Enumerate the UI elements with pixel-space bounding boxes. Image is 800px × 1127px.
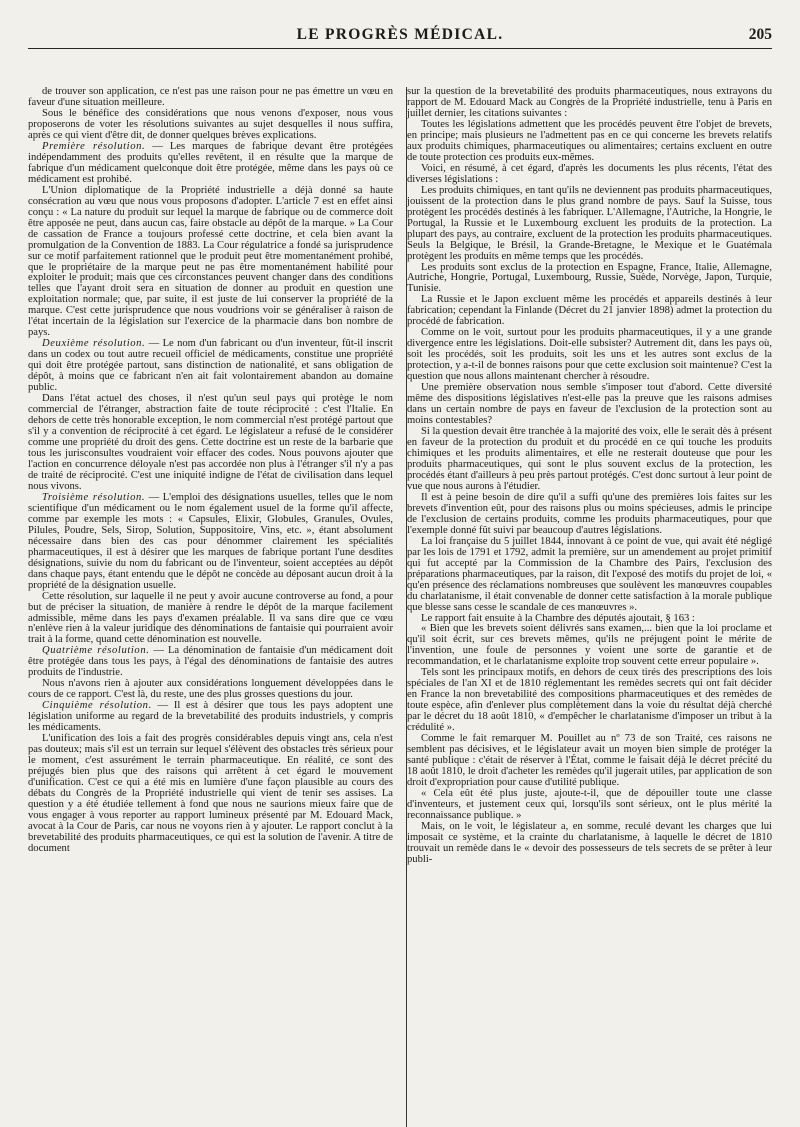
paragraph <box>407 120 772 164</box>
paragraph-text: « Bien que les brevets soient délivrés sans examen,... bien que la loi proclame et qu'il soit écrit, sur ces brevets mêmes, qu'ils ne préjugent point le mérite de l'invention, une foule de personnes y voient une sorte de garantie et de recommandation, et le charlatanisme exploite trop souvent cette erreur populaire ». <box>407 623 772 668</box>
paragraph-text: Les produits sont exclus de la protection en Espagne, France, Italie, Allemagne, Autriche, Hongrie, Portugal, Luxembourg, Russie, Suède, Norvège, Japon, Turquie, Tunisie. <box>407 261 772 295</box>
paragraph-text: Sous le bénéfice des considérations que nous venons d'exposer, nous vous proposerons de voter les résolutions suivantes au sujet desquelles il nous suffira, après ce qui vient d'être dit, de donner quelques brèves explications. <box>28 107 393 141</box>
resolution-label: Cinquième résolution. <box>42 700 152 712</box>
paragraph-text: — Les marques de fabrique devant être protégées indépendamment des produits qu'elles revêtent, il en résulte que la marque de fabrique d'un médicament quelconque doit être protégée, même dans les pays où ce médicament est prohibé. <box>28 140 393 185</box>
paragraph-text: La Russie et le Japon excluent même les procédés et appareils destinés à leur fabrication; cependant la Finlande (Décret du 21 janvier 1898) admet la protection du procédé de fabrication. <box>407 294 772 328</box>
paragraph-text: Si la question devait être tranchée à la majorité des voix, elle le serait dès à présent en faveur de la protection du produit et du procédé en ce qui touche les produits chimiques et les produits alimentaires, et elle ne resterait douteuse que pour les produits pharmaceutiques, qui sont le plus souvent exclus de la protection, les procédés étant d'ailleurs à peu près partout protégés. C'est donc surtout à leur point de vue que nous aurons à l'étudier. <box>407 426 772 492</box>
paragraph-text: Comme on le voit, surtout pour les produits pharmaceutiques, il y a une grande divergence entre les législations. Doit-elle subsister? Autrement dit, dans les pays où, soit les procédés, soit les produits, soit les uns et les autres sont exclus de la protection, y a-t-il de bonnes raisons pour que cette exclusion soit maintenue? C'est la question que nous allons maintenant chercher à résoudre. <box>407 327 772 383</box>
paragraph <box>28 679 393 701</box>
paragraph-text: « Cela eût été plus juste, ajoute-t-il, que de dépouiller toute une classe d'inventeurs, et justement ceux qui, lorsqu'ils sont sérieux, ont le plus mérité la reconnaissance publique. » <box>407 788 772 821</box>
column-divider <box>406 87 407 1127</box>
resolution-label: Deuxième résolution. <box>42 338 146 350</box>
paragraph <box>407 328 772 383</box>
paragraph <box>28 186 393 340</box>
paragraph <box>407 822 772 866</box>
paragraph-text: Mais, on le voit, le législateur a, en somme, reculé devant les charges que lui imposait ce système, et la crainte du charlatanisme, à laquelle le décret de 1810 trouvait un remède dans le « devoir des possesseurs de tels secrets de se prêter à leur publi- <box>407 820 772 865</box>
paragraph-text: de trouver son application, ce n'est pas une raison pour ne pas émettre un vœu en faveur d'une situation meilleure. <box>28 86 393 108</box>
paragraph <box>407 734 772 789</box>
paragraph <box>28 646 393 679</box>
paragraph <box>407 383 772 427</box>
paragraph-text: L'Union diplomatique de la Propriété industrielle a déjà donné sa haute consécration au vœu que nous vous proposons d'adopter. L'article 7 est en effet ainsi conçu : « La nature du produit sur lequel la marque de fabrique ou de commerce doit être apposée ne peut, dans aucun cas, faire obstacle au dépôt de la marque. » La Cour de cassation de France a toujours professé cette doctrine, et cela bien avant la promulgation de la Convention de 1883. La Cour régulatrice a fondé sa jurisprudence sur ce motif parfaitement rationnel que le produit peut être momentanément prohibé, que le propriétaire de la marque peut ne pas être momentanément habilité pour exploiter le produit; mais que ces circonstances peuvent changer dans des conditions telles que l'ayant droit sera en situation de donner au produit en question une exploitation normale; que, par suite, il est juste de lui conserver la propriété de la marque. C'est cette jurisprudence que nous voudrions voir se généraliser à raison de l'état incertain de la législation sur l'exercice de la pharmacie dans bon nombre de pays. <box>28 184 393 339</box>
paragraph-text: La loi française du 5 juillet 1844, innovant à ce point de vue, qui avait été négligé par les lois de 1791 et 1792, admit la première, sur un amendement au projet primitif qui fut accepté par la Commission de la Chambre des Pairs, l'exclusion des préparations pharmaceutiques, par la raison, dit l'exposé des motifs du projet de loi, « qu'en présence des réclamations nombreuses que soulèvent les manœuvres coupables du charlatanisme, il était convenable de donner cette satisfaction à la morale publique que blesse sans cesse le scandale de ces manœuvres ». <box>407 535 772 613</box>
paragraph-text: Voici, en résumé, à cet égard, d'après les documents les plus récents, l'état des diverses législations : <box>407 162 772 185</box>
paragraph <box>407 668 772 734</box>
paragraph <box>407 624 772 668</box>
paragraph <box>407 87 772 120</box>
paragraph <box>28 109 393 142</box>
paragraph <box>407 263 772 296</box>
journal-title: LE PROGRÈS MÉDICAL. <box>296 26 504 43</box>
paragraph-text: — Le nom d'un fabricant ou d'un inventeur, fût-il inscrit dans un codex ou tout autre recueil officiel de médicaments, constitue une propriété qui doit être protégée partout, sans distinction de nationalité, et sans obligation de dépôt, à moins que ce fabricant n'en ait fait volontairement abandon au domaine public. <box>28 338 393 394</box>
paragraph <box>28 142 393 186</box>
paragraph <box>407 164 772 186</box>
paragraph-text: Cette résolution, sur laquelle il ne peut y avoir aucune controverse au fond, a pour but de préciser la situation, de manière à rendre le dépôt de la marque facilement admissible, même dans les pays d'examen préalable. Il va sans dire que ce vœu n'enlève rien à la valeur juridique des dénominations de fantaisie qui pourraient avoir trait à la forme, quand cette dénomination est nouvelle. <box>28 590 393 646</box>
paragraph <box>28 339 393 394</box>
paragraph-text: Tels sont les principaux motifs, en dehors de ceux tirés des prescriptions des lois spéciales de l'an XI et de 1810 réglementant les remèdes secrets qui ont fait décider en France la non brevetabilité des compositions pharmaceutiques et des remèdes de toute espèce, afin d'enlever plus complètement dans la voie du résultat déjà cherché par le décret du 18 août 1810, « d'empêcher le charlatanisme d'imposer un tribut à la crédulité ». <box>407 667 772 734</box>
paragraph-text: — Il est à désirer que tous les pays adoptent une législation uniforme au regard de la brevetabilité des produits industriels, y compris les médicaments. <box>28 700 393 734</box>
running-header <box>28 26 772 49</box>
text-columns <box>28 87 772 866</box>
paragraph-text: Il est à peine besoin de dire qu'il a suffi qu'une des premières lois faites sur les brevets d'invention eût, pour des raisons plus ou moins spécieuses, admis le principe de l'exclusion de certains produits, comme les produits pharmaceutiques, pour que l'exemple donné fût suivi par beaucoup d'autres législations. <box>407 491 772 536</box>
left-column <box>28 87 393 866</box>
paragraph-text: Comme le fait remarquer M. Pouillet au nº 73 de son Traité, ces raisons ne semblent pas décisives, et le législateur avait un moyen bien simple de protéger la santé publique : c'était de réserver à l'État, comme le faisait déjà le décret précité du 18 août 1810, le droit d'acheter les remèdes qu'il jugerait utiles, par application de son droit d'expropriation pour cause d'utilité publique. <box>407 733 772 789</box>
paragraph <box>407 493 772 537</box>
paragraph <box>407 186 772 263</box>
paragraph-text: — La dénomination de fantaisie d'un médicament doit être protégée dans tous les pays, à l'égal des dénominations de fantaisie des autres produits de l'industrie. <box>28 645 393 679</box>
paragraph-text: — L'emploi des désignations usuelles, telles que le nom scientifique d'un médicament ou le nom également usuel de la forme qu'il affecte, comme par exemple les mots : « Capsules, Elixir, Globules, Granules, Ovules, Pilules, Poudre, Sels, Sirop, Solution, Suppositoire, Vins, etc. », étant absolument nécessaire dans bien des cas pour dénommer clairement les spécialités pharmaceutiques, il est à désirer que les marques de fabrique portant l'une desdites désignations, suivie du nom du fabricant ou de l'inventeur, soient acceptées au dépôt dans chaque pays, étant entendu que le dépôt ne concède au déposant aucun droit à la propriété de la désignation usuelle. <box>28 491 393 591</box>
paragraph-text: sur la question de la brevetabilité des produits pharmaceutiques, nous extrayons du rapport de M. Edouard Mack au Congrès de la Propriété industrielle, tenu à Paris en juillet dernier, les citations suivantes : <box>407 86 772 119</box>
paragraph <box>28 592 393 647</box>
paragraph <box>28 734 393 855</box>
paragraph <box>28 87 393 109</box>
paragraph <box>407 427 772 493</box>
paragraph <box>407 789 772 822</box>
resolution-label: Quatrième résolution. <box>42 645 150 657</box>
paragraph-text: Le rapport fait ensuite à la Chambre des députés ajoutait, § 163 : <box>421 612 695 624</box>
paragraph-text: L'unification des lois a fait des progrès considérables depuis vingt ans, cela n'est pas douteux; mais s'il est un terrain sur lequel s'élèvent des obstacles très sérieux pour le moment, c'est assurément le terrain pharmaceutique. En réalité, ce sont des préjugés bien plus que des raisons qui arrêtent à cet égard le mouvement d'unification. C'est ce qui a été mis en lumière d'une façon plausible au cours des débats du Congrès de la Propriété industrielle qui vient de tenir ses assises. La question y a été étudiée tellement à fond que nous ne saurions mieux faire que de vous engager à vous reporter au rapport lumineux présenté par M. Edouard Mack, avocat à la Cour de Paris, car nous ne voyons rien à y ajouter. Le rapport conclut à la brevetabilité des produits pharmaceutiques, ce qui est la solution de l'avenir. A titre de document <box>28 733 393 854</box>
resolution-label: Première résolution. <box>42 140 146 152</box>
paragraph <box>28 493 393 592</box>
paragraph <box>407 537 772 614</box>
paragraph-text: Une première observation nous semble s'imposer tout d'abord. Cette diversité même des dispositions législatives n'est-elle pas la preuve que les raisons admises dans un certain nombre de pays en faveur de l'exclusion de la protection sont au moins contestables? <box>407 382 772 427</box>
paragraph-text: Toutes les législations admettent que les procédés peuvent être l'objet de brevets, en principe; mais plusieurs ne l'admettent pas en ce qui concerne les brevets relatifs aux produits chimiques, pharmaceutiques ou alimentaires; certains excluent en outre de toute protection ces produits eux-mêmes. <box>407 118 772 163</box>
right-column <box>407 87 772 866</box>
paragraph <box>407 295 772 328</box>
paragraph-text: Les produits chimiques, en tant qu'ils ne deviennent pas produits pharmaceutiques, jouissent de la protection dans le plus grand nombre de pays. Sauf la Suisse, tous protègent les procédés destinés à les fabriquer. L'Allemagne, l'Autriche, la Hongrie, le Portugal, la Russie et le Luxembourg excluent les produits de la protection. La plupart des pays, au contraire, excluent de la protection les produits pharmaceutiques. Seuls la Belgique, le Brésil, la Grande-Bretagne, le Mexique et le Guatémala protègent les produits en même temps que les procédés. <box>407 184 772 262</box>
paragraph <box>28 394 393 493</box>
paragraph-text: Nous n'avons rien à ajouter aux considérations longuement développées dans le cours de ce rapport. C'est là, du reste, une des plus grosses questions du jour. <box>28 678 393 701</box>
paragraph <box>28 701 393 734</box>
resolution-label: Troisième résolution. <box>42 491 146 503</box>
page-number: 205 <box>748 26 772 43</box>
paragraph-text: Dans l'état actuel des choses, il n'est qu'un seul pays qui protège le nom commercial de l'étranger, abstraction faite de toute réciprocité : c'est l'Italie. En dehors de cette très honorable exception, le nom commercial n'est protégé partout que s'il y a convention de réciprocité à cet égard. Le législateur a refusé de le considérer comme une propriété du droit des gens. Cette doctrine est un reste de la barbarie que tous les jurisconsultes voudraient voir effacer des codes. Nous pouvons ajouter que l'action en concurrence déloyale n'est pas accordée non plus à l'étranger s'il n'y a pas de traité de réciprocité. C'est une iniquité indigne de l'état de civilisation dans lequel nous vivons. <box>28 393 393 492</box>
